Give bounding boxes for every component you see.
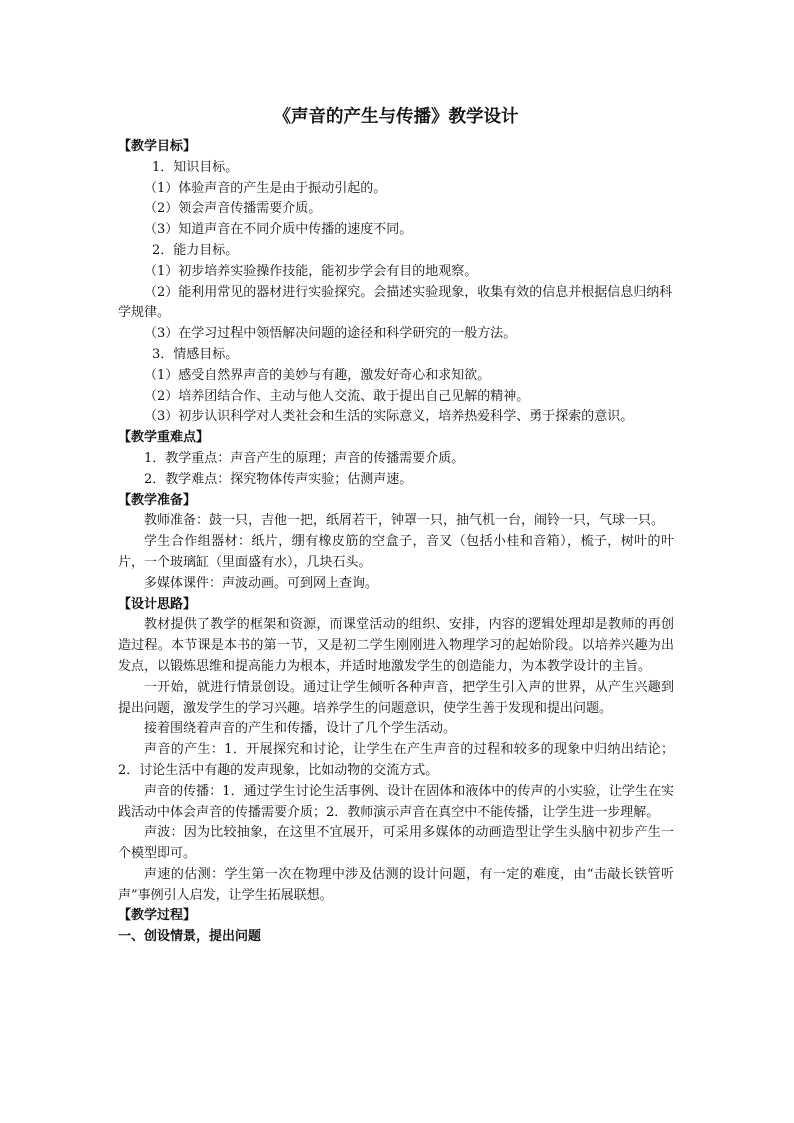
section-heading-goals: 【教学目标】: [118, 139, 197, 154]
emotion-goal-label: 3．情感目标。: [152, 346, 239, 362]
design-paragraph: 一开始，就进行情景创设。通过让学生倾听各种声音，把学生引入声的世界，从产生兴趣到提出问题，激发学生的学习兴趣。培养学生的问题意识，使学生善于发现和提出问题。: [118, 679, 674, 716]
key-point-item: 1．教学重点：声音产生的原理；声音的传播需要介质。: [144, 450, 465, 466]
design-paragraph: 声音的传播：1．通过学生讨论生活事例、设计在固体和液体中的传声的小实验，让学生在实践活动中体会声音的传播需要介质；2．教师演示声音在真空中不能传播，让学生进一步理解。: [118, 783, 674, 820]
design-paragraph: 声音的产生：1．开展探究和讨论，让学生在产生声音的过程和较多的现象中归纳出结论；2．讨论生活中有趣的发声现象，比如动物的交流方式。: [118, 742, 674, 778]
ability-goal-item: （3）在学习过程中领悟解决问题的途径和科学研究的一般方法。: [144, 326, 517, 342]
design-paragraph: 声速的估测：学生第一次在物理中涉及估测的设计问题，有一定的难度，由“击敲长铁管听声”事例引人启发，让学生拓展联想。: [118, 866, 674, 903]
section-heading-process: 【教学过程】: [118, 908, 197, 924]
section-heading-design: 【设计思路】: [118, 596, 197, 612]
key-point-item: 2．教学难点：探究物体传声实验；估测声速。: [144, 471, 413, 487]
emotion-goal-item: （2）培养团结合作、主动与他人交流、敢于提出自己见解的精神。: [144, 388, 530, 404]
preparation-paragraph: 学生合作组器材：纸片，绷有橡皮筋的空盒子，音叉（包括小桂和音箱），梳子，树叶的叶片，一个玻璃缸（里面盛有水），几块石头。: [118, 534, 674, 570]
knowledge-goal-item: （1）体验声音的产生是由于振动引起的。: [144, 180, 387, 196]
page-title: 《声音的产生与传播》教学设计: [273, 107, 519, 127]
design-paragraph: 教材提供了教学的框架和资源，而课堂活动的组织、安排，内容的逻辑处理却是教师的再创造过程。本节课是本书的第一节，又是初二学生刚刚进入物理学习的起始阶段。以培养兴趣为出发点，以锻炼思维和提高能力为根本，并适时地激发学生的创造能力，为本教学设计的主旨。: [118, 617, 674, 674]
preparation-paragraph: 教师准备：鼓一只，吉他一把，纸屑若干，钟罩一只，抽气机一台，闹铃一只，气球一只。: [144, 513, 665, 529]
knowledge-goal-item: （2）领会声音传播需要介质。: [144, 201, 322, 217]
document-page: [118, 104, 674, 948]
section-heading-preparation: 【教学准备】: [118, 492, 197, 508]
emotion-goal-item: （1）感受自然界声音的美妙与有趣，激发好奇心和求知欲。: [144, 367, 491, 383]
section-heading-key-points: 【教学重难点】: [118, 430, 210, 446]
emotion-goal-item: （3）初步认识科学对人类社会和生活的实际意义，培养热爱科学、勇于探索的意识。: [144, 409, 634, 425]
ability-goal-item: （1）初步培养实验操作技能，能初步学会有目的地观察。: [144, 263, 478, 279]
design-paragraph: 接着围绕着声音的产生和传播，设计了几个学生活动。: [144, 721, 457, 737]
knowledge-goal-label: 1．知识目标。: [152, 159, 239, 175]
design-paragraph: 声波：因为比较抽象，在这里不宜展开，可采用多媒体的动画造型让学生头脑中初步产生一个模型即可。: [118, 825, 674, 862]
preparation-paragraph: 多媒体课件：声波动画。可到网上查询。: [144, 575, 379, 591]
knowledge-goal-item: （3）知道声音在不同介质中传播的速度不同。: [144, 222, 413, 238]
ability-goal-label: 2．能力目标。: [152, 242, 239, 258]
process-subheading: 一、创设情景，提出问题: [118, 929, 262, 945]
ability-goal-item: （2）能利用常见的器材进行实验探究。会描述实验现象，收集有效的信息并根据信息归纳科学规律。: [118, 284, 673, 321]
